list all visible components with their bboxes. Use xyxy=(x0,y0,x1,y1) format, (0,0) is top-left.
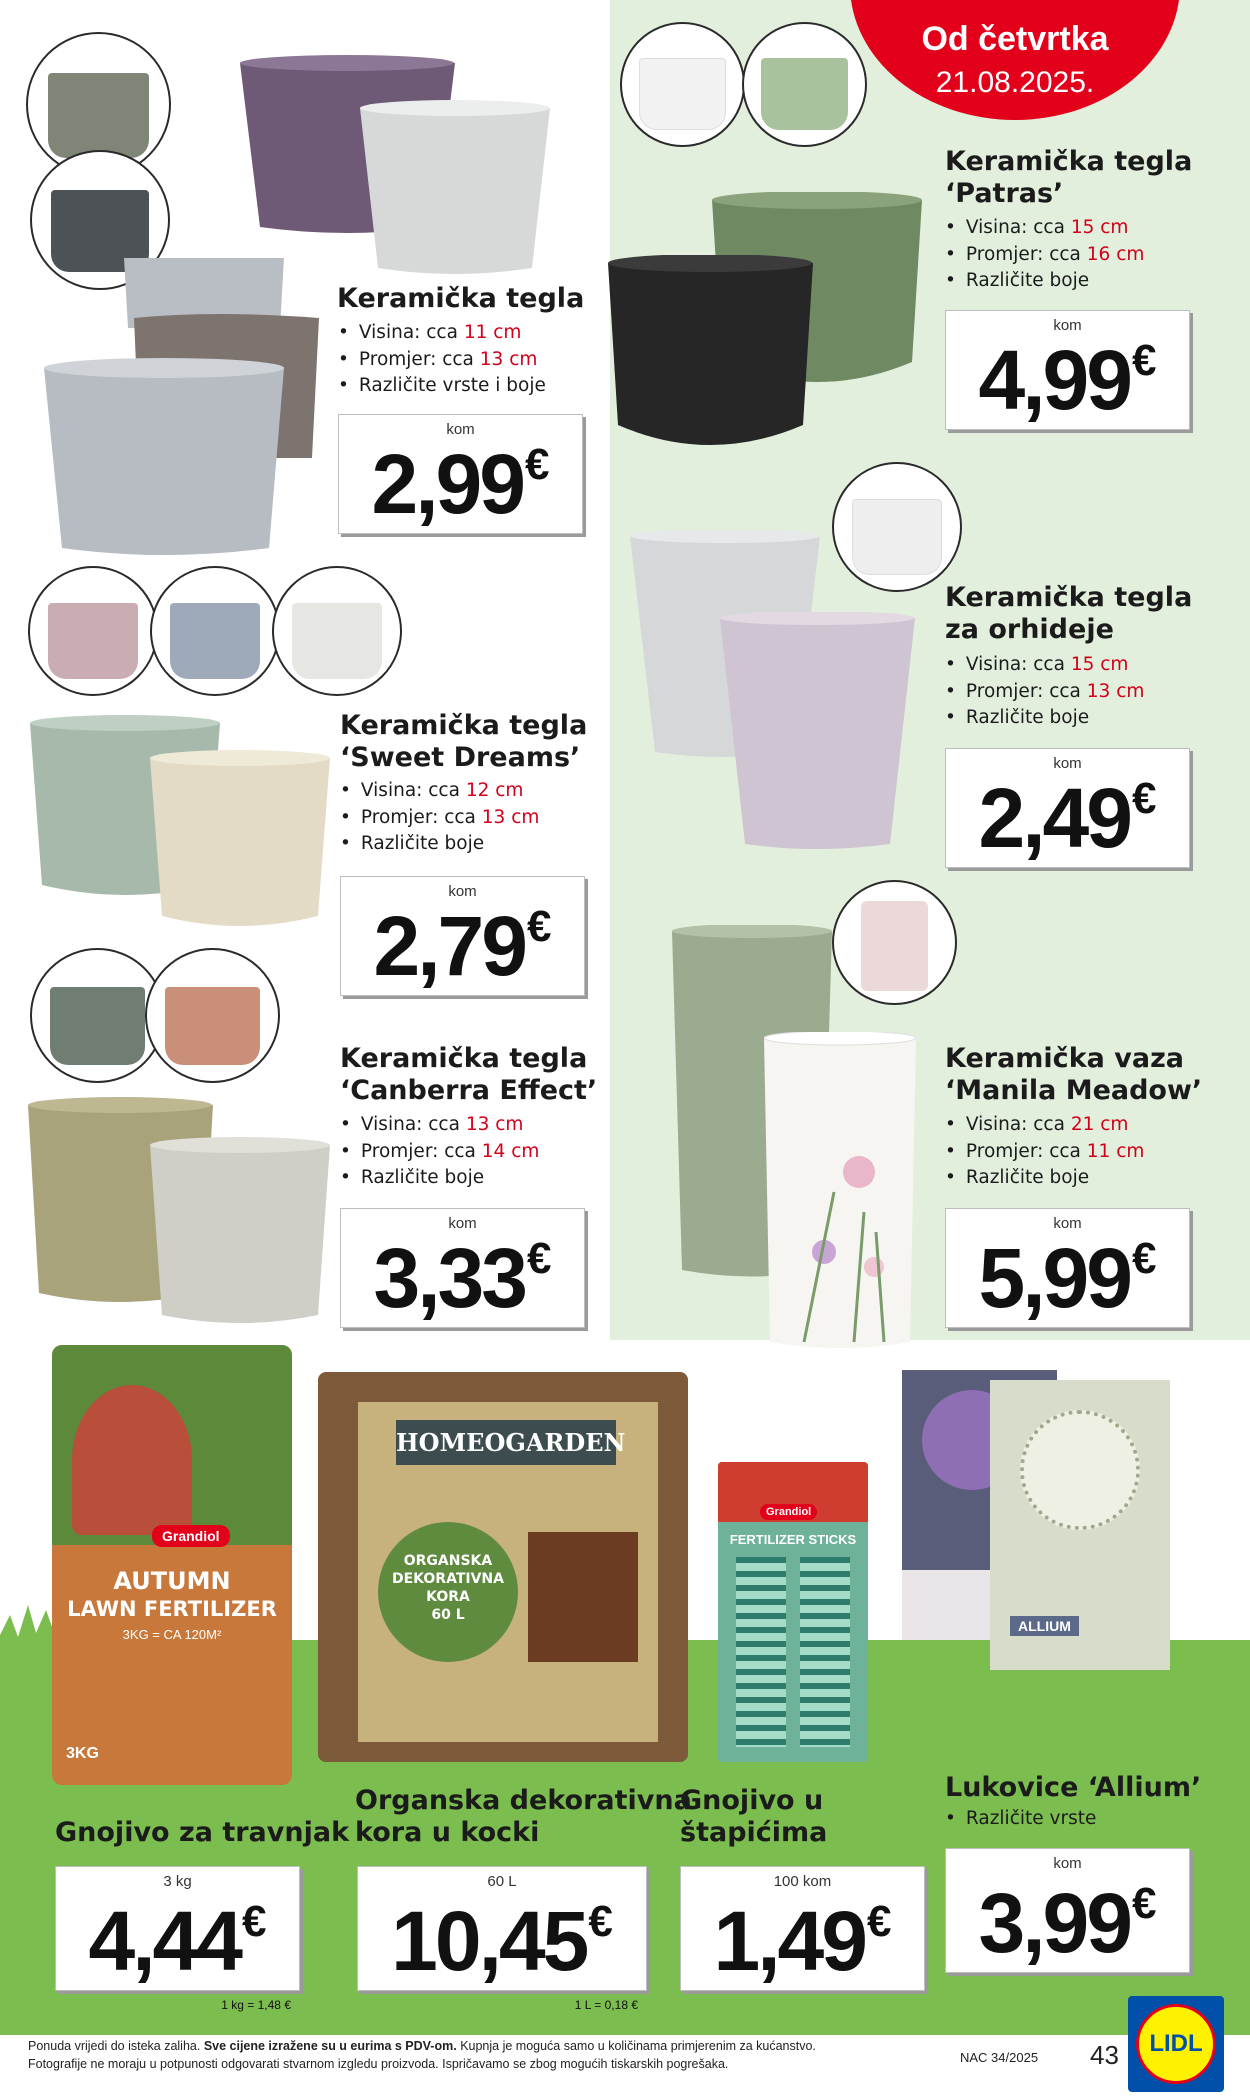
spec-diameter: • Promjer: cca 13 cm xyxy=(338,347,546,374)
product-specs xyxy=(945,215,1144,295)
price-amount: 5,99€ xyxy=(978,1231,1157,1325)
product-title: Keramička tegla ‘Patras’ xyxy=(945,146,1193,209)
pack-brand: Grandiol xyxy=(760,1504,817,1520)
page-number: 43 xyxy=(1090,2040,1119,2070)
price-amount: 2,49€ xyxy=(978,771,1157,865)
spec-height: • Visina: cca 12 cm xyxy=(340,778,539,805)
bark-block-package xyxy=(318,1372,688,1762)
spec-variants: • Različite boje xyxy=(945,1165,1144,1192)
badge-date: 21.08.2025. xyxy=(935,66,1095,99)
variant-swatch-pink xyxy=(832,880,957,1005)
price-amount: 10,45€ xyxy=(391,1894,613,1988)
price-unit: kom xyxy=(1053,317,1082,334)
catalog-code: NAC 34/2025 xyxy=(960,2050,1039,2065)
product-title: Lukovice ‘Allium’ xyxy=(945,1772,1202,1803)
pack-title-2: LAWN FERTILIZER xyxy=(67,1597,277,1621)
variant-swatch-terracotta xyxy=(145,948,280,1083)
pack-weight: 3KG xyxy=(66,1745,99,1762)
spec-variants: • Različite vrste i boje xyxy=(338,373,546,400)
price-unit: kom xyxy=(448,883,477,900)
spec-height: • Visina: cca 11 cm xyxy=(338,320,546,347)
fertilizer-sticks-package xyxy=(718,1462,868,1762)
price-box xyxy=(945,310,1190,430)
pot-image-white-pattern xyxy=(360,100,550,275)
pot-image-stack xyxy=(44,258,334,558)
price-box xyxy=(357,1866,647,2012)
pot-image-stone-textured xyxy=(150,1137,330,1327)
price-box xyxy=(55,1866,300,2012)
pot-image-lilac-tall xyxy=(720,612,915,852)
unit-price: 1 kg = 1,48 € xyxy=(221,1998,291,2012)
variant-swatch-pink xyxy=(28,566,158,696)
product-title: Gnojivo za travnjak xyxy=(55,1817,350,1848)
variant-swatch-blue xyxy=(150,566,280,696)
spec-height: • Visina: cca 15 cm xyxy=(945,652,1144,679)
product-title: Keramička tegla ‘Sweet Dreams’ xyxy=(340,710,588,773)
spec-diameter: • Promjer: cca 13 cm xyxy=(945,679,1144,706)
badge-title: Od četvrtka xyxy=(921,20,1109,58)
footer-disclaimer: Ponuda vrijedi do isteka zaliha. Sve cijene izražene su u eurima s PDV-om. Kupnja je moguća samo u količinama primjerenim za kućanstvo. Fotografije ne moraju u potpunosti odgovarati stvarnom izgledu proizvoda. Ispričavamo se zbog mogućih tiskarskih pogrešaka. xyxy=(28,2039,816,2071)
product-specs xyxy=(338,320,546,400)
price-box xyxy=(945,1848,1190,1973)
price-unit: 100 kom xyxy=(773,1873,832,1890)
variant-swatch-sage xyxy=(742,22,867,147)
product-title: Keramička tegla za orhideje xyxy=(945,582,1193,645)
product-specs xyxy=(945,1806,1096,1833)
price-unit: kom xyxy=(448,1215,477,1232)
pack-title: ALLIUM xyxy=(1010,1616,1079,1636)
variant-swatch-white xyxy=(620,22,745,147)
spec-height: • Visina: cca 13 cm xyxy=(340,1112,539,1139)
vase-image-floral xyxy=(764,1032,916,1352)
spec-variants: • Različite vrste xyxy=(945,1806,1096,1833)
price-box xyxy=(945,748,1190,868)
product-title: Keramička tegla ‘Canberra Effect’ xyxy=(340,1043,598,1106)
spec-height: • Visina: cca 15 cm xyxy=(945,215,1144,242)
spec-variants: • Različite boje xyxy=(340,831,539,858)
spec-diameter: • Promjer: cca 16 cm xyxy=(945,242,1144,269)
price-amount: 2,99€ xyxy=(371,437,550,531)
price-amount: 3,99€ xyxy=(978,1876,1157,1970)
pot-image-black xyxy=(608,255,813,460)
price-amount: 2,79€ xyxy=(373,899,552,993)
lawn-fertilizer-bag xyxy=(52,1345,292,1785)
pack-brand: HOMEOGARDEN xyxy=(396,1420,616,1465)
pack-text: ORGANSKA DEKORATIVNA KORA 60 L xyxy=(392,1553,504,1623)
price-amount: 1,49€ xyxy=(713,1894,892,1988)
pot-image-cream-ribbed xyxy=(150,750,330,930)
product-title: Organska dekorativna kora u kocki xyxy=(355,1785,692,1848)
price-box xyxy=(338,414,583,534)
lidl-logo: LIDL xyxy=(1128,1996,1224,2092)
pack-title-1: AUTUMN xyxy=(113,1567,231,1595)
product-specs xyxy=(340,778,539,858)
price-box xyxy=(340,876,585,996)
price-unit: kom xyxy=(1053,1855,1082,1872)
pack-coverage: 3KG = CA 120M² xyxy=(122,1627,222,1642)
price-unit: kom xyxy=(1053,1215,1082,1232)
allium-bulbs-package-white xyxy=(990,1380,1170,1670)
price-unit: kom xyxy=(1053,755,1082,772)
spec-variants: • Različite boje xyxy=(340,1165,539,1192)
price-unit: 60 L xyxy=(487,1873,517,1890)
pack-brand: Grandiol xyxy=(152,1525,230,1547)
spec-height: • Visina: cca 21 cm xyxy=(945,1112,1144,1139)
unit-price: 1 L = 0,18 € xyxy=(574,1998,638,2012)
price-unit: 3 kg xyxy=(163,1873,192,1890)
product-title: Gnojivo u štapićima xyxy=(680,1785,828,1848)
spec-variants: • Različite boje xyxy=(945,705,1144,732)
price-box xyxy=(945,1208,1190,1328)
price-amount: 4,99€ xyxy=(978,333,1157,427)
spec-variants: • Različite boje xyxy=(945,268,1144,295)
price-amount: 3,33€ xyxy=(373,1231,552,1325)
spec-diameter: • Promjer: cca 13 cm xyxy=(340,805,539,832)
product-specs xyxy=(945,1112,1144,1192)
product-title: Keramička vaza ‘Manila Meadow’ xyxy=(945,1043,1203,1106)
product-title: Keramička tegla xyxy=(337,283,585,314)
price-unit: kom xyxy=(446,421,475,438)
variant-swatch-white xyxy=(832,462,962,592)
price-box xyxy=(680,1866,925,1991)
price-amount: 4,44€ xyxy=(88,1894,267,1988)
price-box xyxy=(340,1208,585,1328)
spec-diameter: • Promjer: cca 14 cm xyxy=(340,1139,539,1166)
product-specs xyxy=(945,652,1144,732)
pack-title: FERTILIZER STICKS xyxy=(729,1532,857,1547)
product-specs xyxy=(340,1112,539,1192)
variant-swatch-white xyxy=(272,566,402,696)
spec-diameter: • Promjer: cca 11 cm xyxy=(945,1139,1144,1166)
